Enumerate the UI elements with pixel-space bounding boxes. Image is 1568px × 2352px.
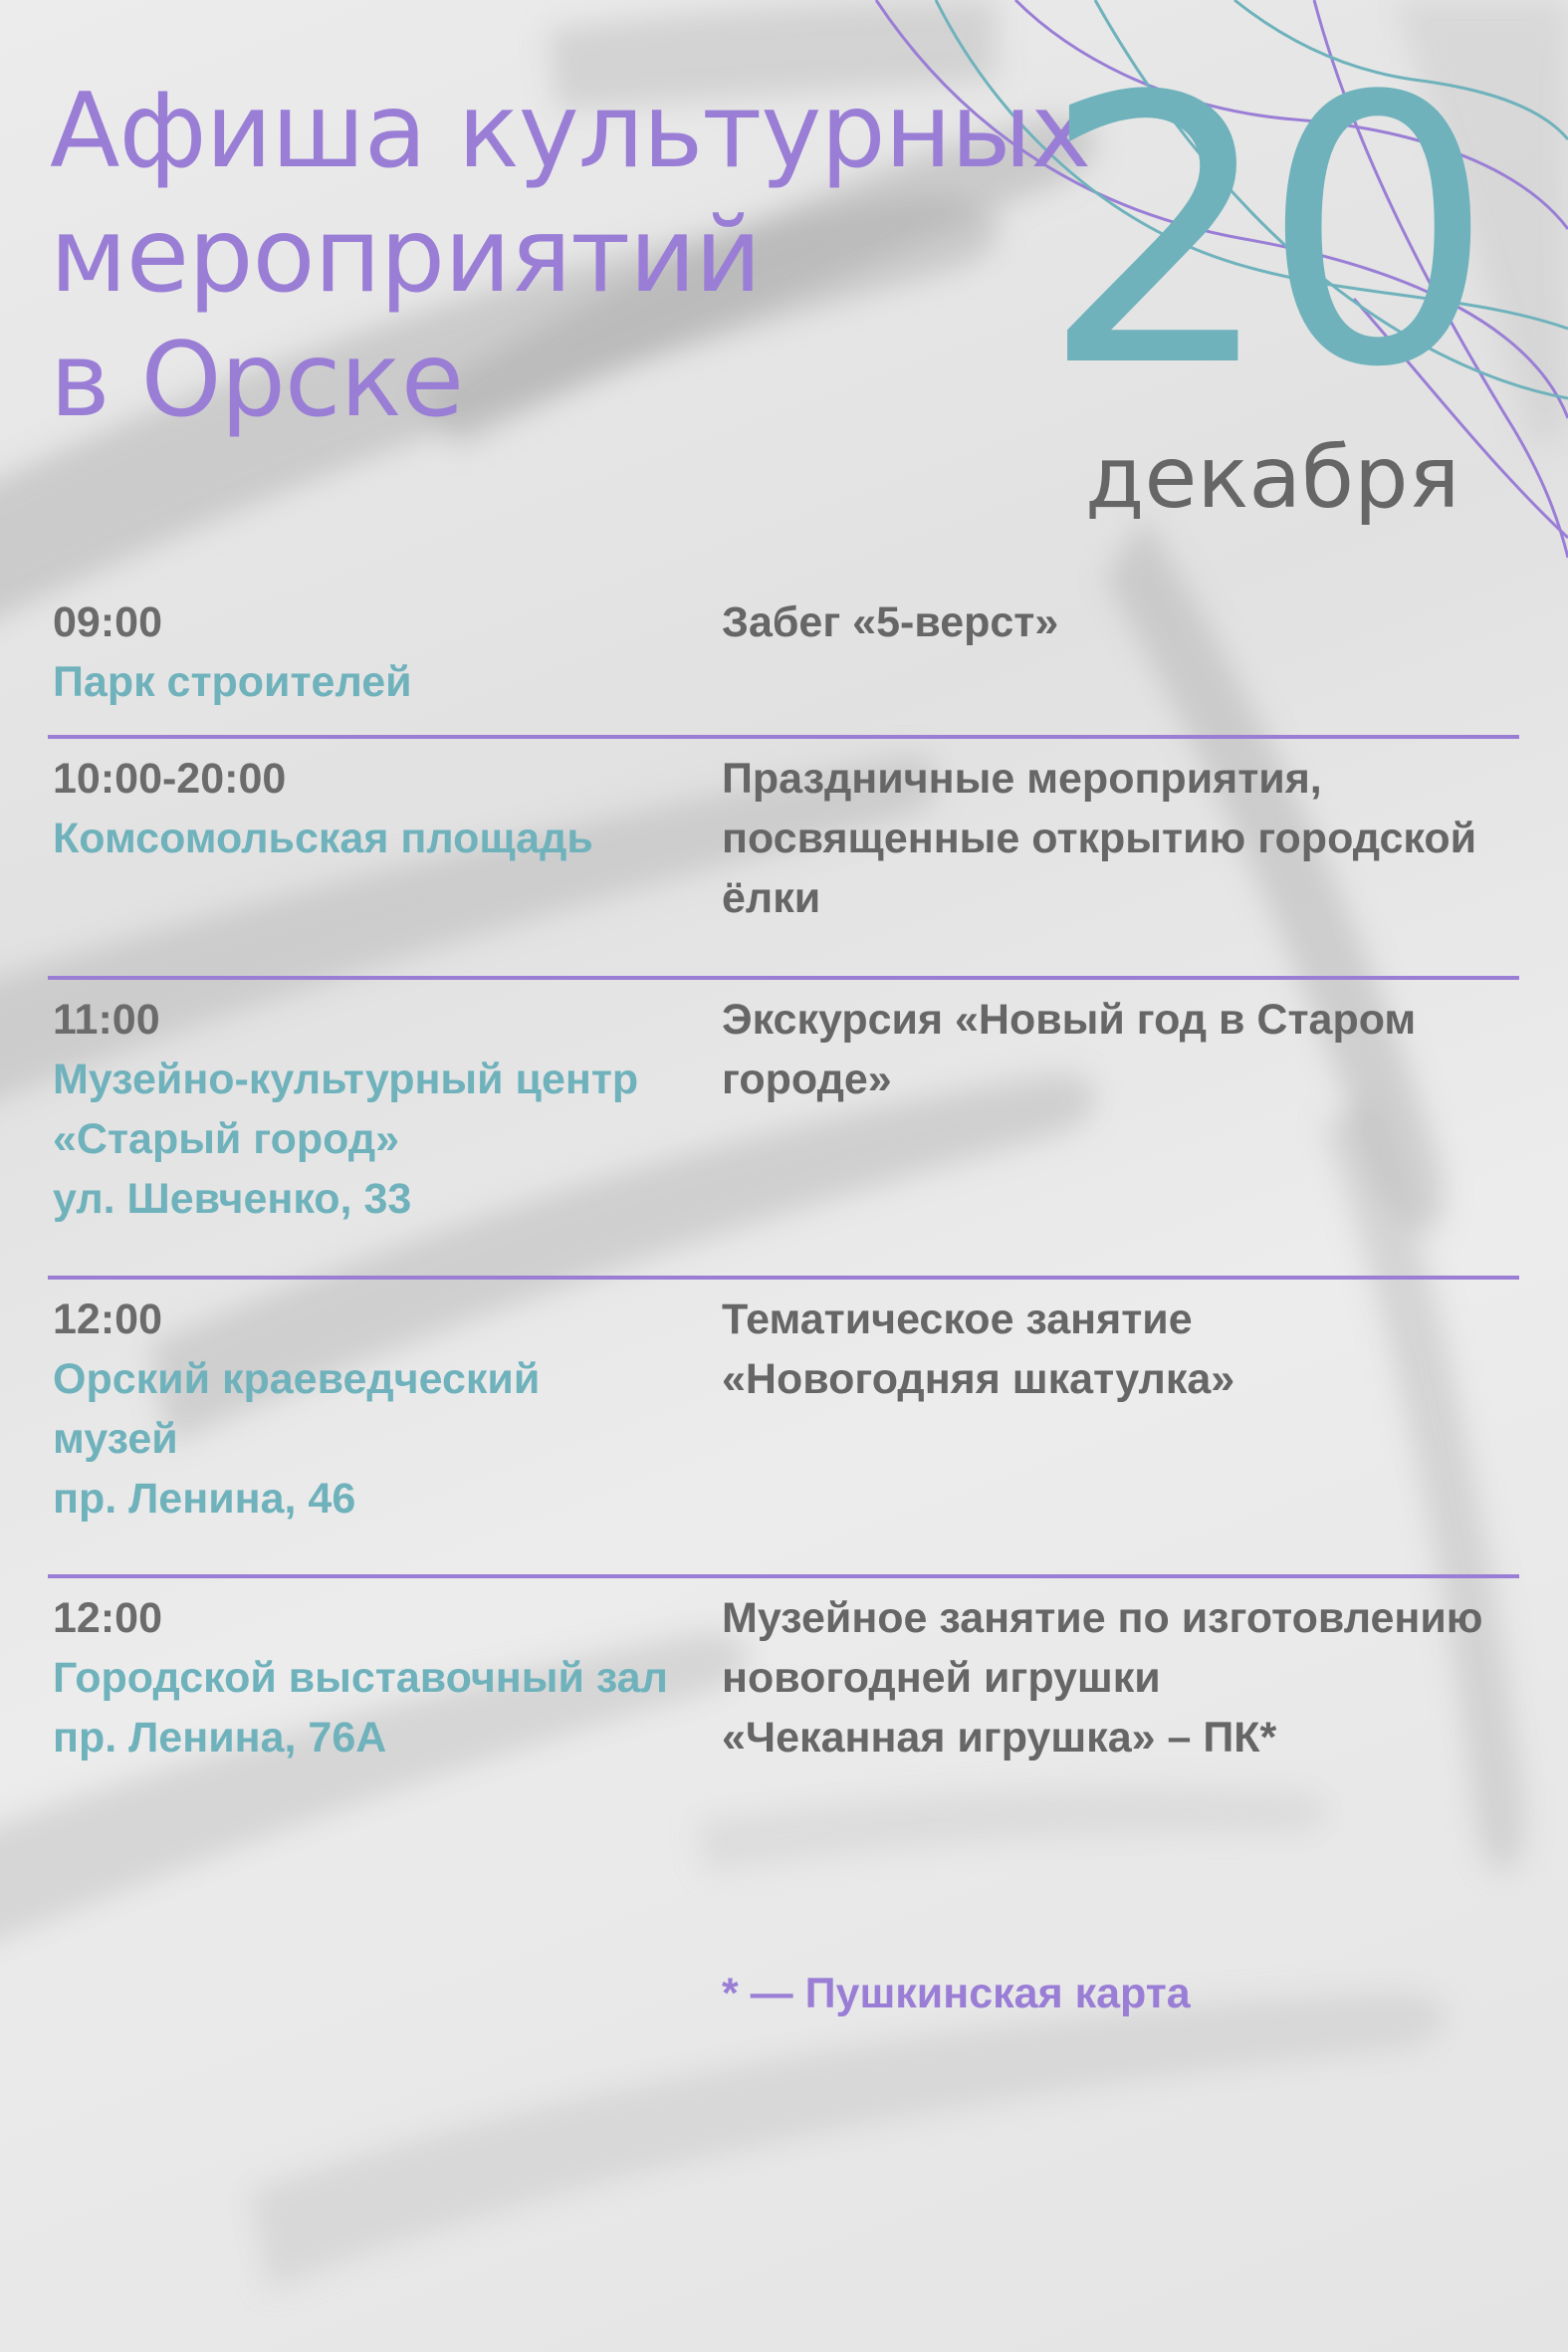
event-desc-line: Тематическое занятие — [722, 1295, 1193, 1343]
event-desc-line: ёлки — [722, 874, 821, 922]
event-description — [722, 1290, 1519, 1409]
event-row — [48, 980, 1519, 1280]
event-row — [48, 1280, 1519, 1578]
event-time: 09:00 — [53, 598, 162, 646]
event-venue: музей — [53, 1415, 178, 1463]
event-time: 11:00 — [53, 996, 160, 1044]
title-line-3: в Орске — [50, 321, 464, 440]
pushkin-card-footnote: * — Пушкинская карта — [722, 1970, 1191, 2017]
event-meta — [48, 749, 722, 868]
event-venue: пр. Ленина, 46 — [53, 1475, 356, 1523]
event-desc-line: новогодней игрушки — [722, 1654, 1161, 1702]
event-desc-line: Праздничные мероприятия, — [722, 755, 1322, 803]
event-meta — [48, 1588, 722, 1767]
event-desc-line: «Новогодняя шкатулка» — [722, 1355, 1235, 1403]
date-month: декабря — [1085, 428, 1460, 528]
event-meta — [48, 1290, 722, 1529]
event-desc-line: городе» — [722, 1056, 892, 1103]
title-line-1: Афиша культурных — [50, 72, 1091, 191]
event-meta — [48, 592, 722, 712]
event-venue: Комсомольская площадь — [53, 815, 593, 862]
event-description — [722, 990, 1519, 1109]
events-list — [48, 583, 1519, 1837]
event-time: 12:00 — [53, 1295, 162, 1343]
event-venue: Городской выставочный зал — [53, 1654, 668, 1702]
event-desc-line: посвященные открытию городской — [722, 815, 1477, 862]
poster-title — [50, 70, 1091, 443]
date-day: 20 — [1040, 20, 1481, 448]
event-description — [722, 749, 1519, 928]
event-desc-line: Музейное занятие по изготовлению — [722, 1594, 1483, 1642]
event-row — [48, 739, 1519, 980]
title-line-2: мероприятий — [50, 196, 761, 316]
event-row — [48, 583, 1519, 739]
event-desc-line: Забег «5-верст» — [722, 598, 1059, 646]
event-time: 12:00 — [53, 1594, 162, 1642]
event-venue: пр. Ленина, 76А — [53, 1714, 387, 1762]
event-description — [722, 592, 1519, 652]
event-desc-line: «Чеканная игрушка» – ПК* — [722, 1714, 1277, 1762]
event-time: 10:00-20:00 — [53, 755, 287, 803]
event-venue: Орский краеведческий — [53, 1355, 541, 1403]
event-meta — [48, 990, 722, 1229]
event-description — [722, 1588, 1519, 1767]
event-venue: Музейно-культурный центр — [53, 1056, 639, 1103]
event-venue: «Старый город» — [53, 1115, 400, 1163]
event-row — [48, 1578, 1519, 1837]
event-venue: ул. Шевченко, 33 — [53, 1175, 412, 1223]
event-desc-line: Экскурсия «Новый год в Старом — [722, 996, 1417, 1044]
event-venue: Парк строителей — [53, 658, 412, 706]
